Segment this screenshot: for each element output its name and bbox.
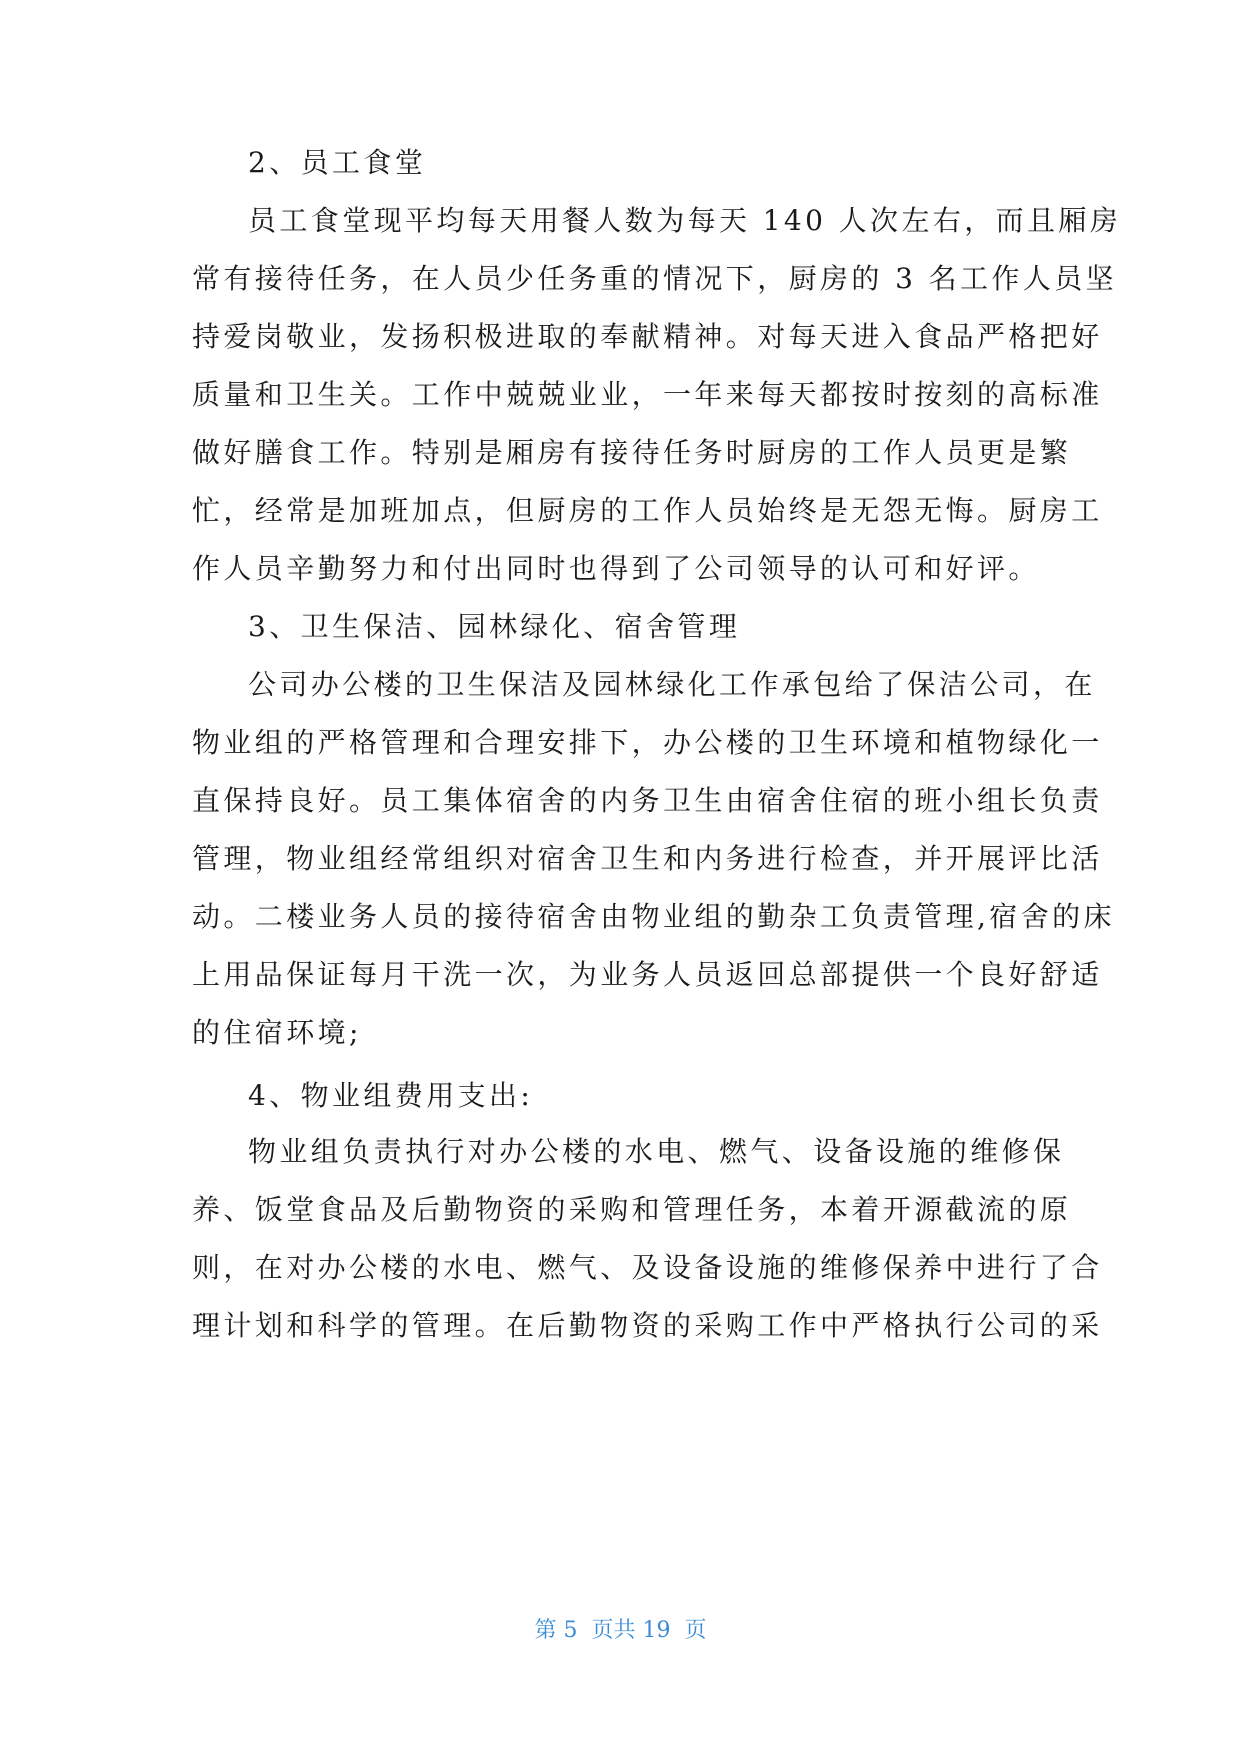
paragraph-line: 质量和卫生关。工作中兢兢业业，一年来每天都按时按刻的高标准 (192, 378, 1103, 411)
paragraph-line: 公司办公楼的卫生保洁及园林绿化工作承包给了保洁公司，在 (248, 668, 1096, 701)
paragraph-line: 管理，物业组经常组织对宿舍卫生和内务进行检查，并开展评比活 (192, 842, 1103, 875)
paragraph-line: 员工食堂现平均每天用餐人数为每天 140 人次左右，而且厢房 (248, 204, 1122, 237)
paragraph-line: 做好膳食工作。特别是厢房有接待任务时厨房的工作人员更是繁 (192, 436, 1072, 469)
paragraph-line: 直保持良好。员工集体宿舍的内务卫生由宿舍住宿的班小组长负责 (192, 784, 1103, 817)
paragraph-line: 养、饭堂食品及后勤物资的采购和管理任务，本着开源截流的原 (192, 1193, 1072, 1226)
paragraph-line: 忙，经常是加班加点，但厨房的工作人员始终是无怨无悔。厨房工 (192, 494, 1103, 527)
paragraph-line: 动。二楼业务人员的接待宿舍由物业组的勤杂工负责管理,宿舍的床 (192, 900, 1115, 933)
paragraph-line: 物业组的严格管理和合理安排下，办公楼的卫生环境和植物绿化一 (192, 726, 1103, 759)
section-heading-property-expenses: 4、物业组费用支出: (248, 1079, 534, 1112)
paragraph-line: 理计划和科学的管理。在后勤物资的采购工作中严格执行公司的采 (192, 1309, 1103, 1342)
paragraph-line: 物业组负责执行对办公楼的水电、燃气、设备设施的维修保 (248, 1135, 1065, 1168)
paragraph-line: 作人员辛勤努力和付出同时也得到了公司领导的认可和好评。 (192, 552, 1040, 585)
section-heading-staff-canteen: 2、员工食堂 (248, 146, 427, 179)
paragraph-line: 的住宿环境; (192, 1016, 362, 1049)
page-number-footer: 第 5 页共 19 页 (534, 1618, 707, 1643)
paragraph-line: 上用品保证每月干洗一次，为业务人员返回总部提供一个良好舒适 (192, 958, 1103, 991)
paragraph-line: 常有接待任务，在人员少任务重的情况下，厨房的 3 名工作人员坚 (192, 262, 1118, 295)
paragraph-line: 则，在对办公楼的水电、燃气、及设备设施的维修保养中进行了合 (192, 1251, 1103, 1284)
section-heading-cleaning-greening-dormitory: 3、卫生保洁、园林绿化、宿舍管理 (248, 610, 741, 643)
paragraph-line: 持爱岗敬业，发扬积极进取的奉献精神。对每天进入食品严格把好 (192, 320, 1103, 353)
